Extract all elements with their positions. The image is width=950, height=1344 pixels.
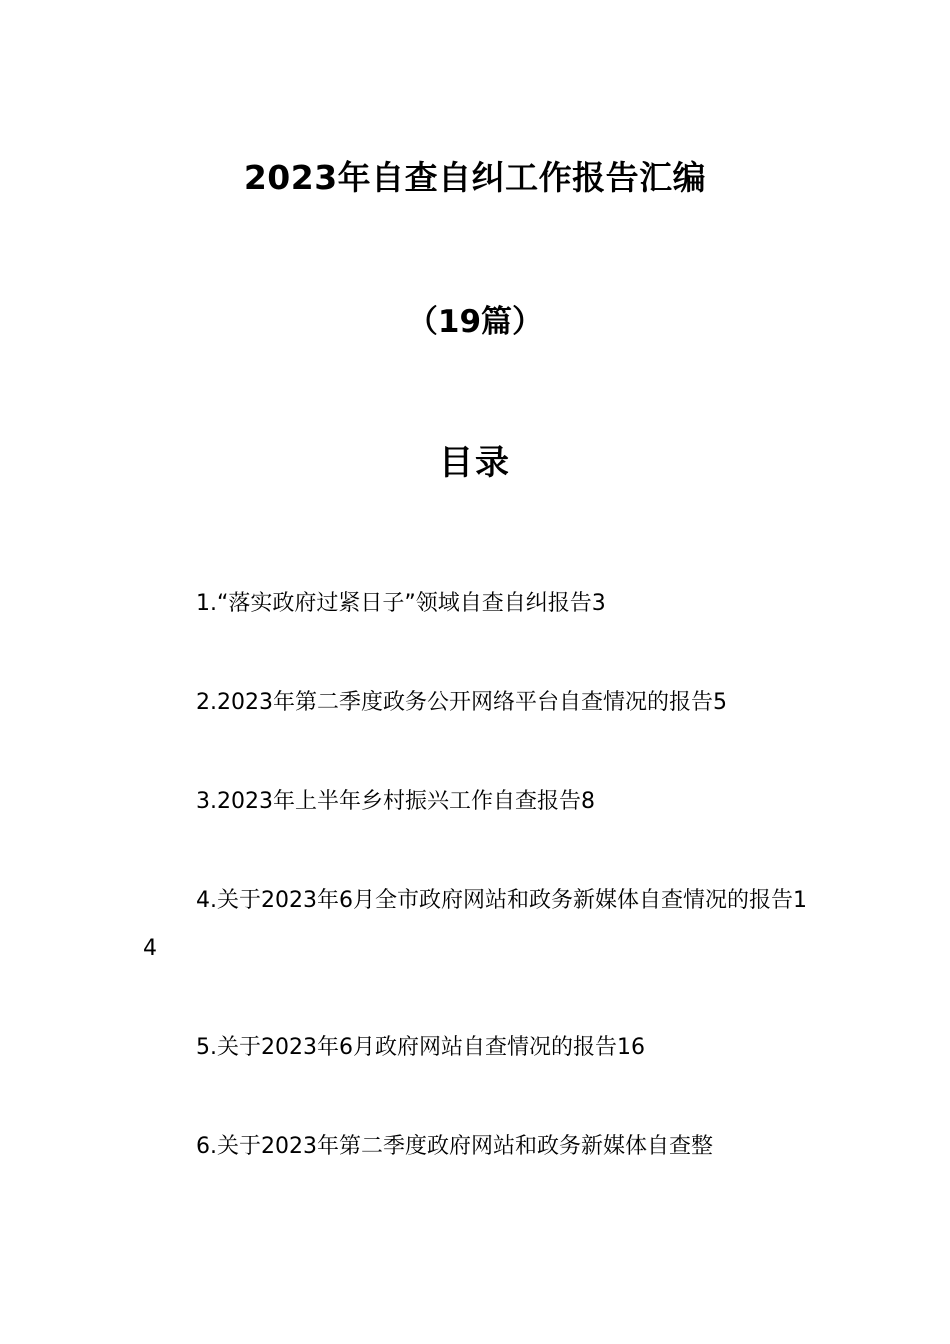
document-subtitle: （19篇） (406, 304, 544, 340)
toc-item[interactable] (143, 679, 813, 727)
toc-item-number: 2. (196, 690, 217, 715)
toc-item[interactable] (143, 877, 813, 973)
toc-item-number: 1. (196, 591, 217, 616)
toc-item[interactable] (143, 1024, 813, 1072)
toc-item-title: “落实政府过紧日子”领域自查自纠报告 (217, 591, 592, 616)
toc-item[interactable] (143, 580, 813, 628)
table-of-contents (143, 580, 813, 1222)
toc-item-number: 6. (196, 1134, 217, 1159)
toc-item-page: 14 (143, 888, 807, 961)
toc-item-title: 关于2023年第二季度政府网站和政务新媒体自查整 (217, 1134, 713, 1159)
toc-item-page: 8 (581, 789, 595, 814)
toc-item-number: 5. (196, 1035, 217, 1060)
toc-item-title: 2023年上半年乡村振兴工作自查报告 (217, 789, 581, 814)
document-title: 2023年自查自纠工作报告汇编 (243, 158, 707, 197)
toc-item-title: 2023年第二季度政务公开网络平台自查情况的报告 (217, 690, 713, 715)
toc-item-title: 关于2023年6月政府网站自查情况的报告 (217, 1035, 617, 1060)
toc-item[interactable] (143, 778, 813, 826)
toc-item[interactable] (143, 1123, 813, 1171)
toc-item-title: 关于2023年6月全市政府网站和政务新媒体自查情况的报告 (217, 888, 793, 913)
toc-item-page: 16 (617, 1035, 645, 1060)
toc-item-page: 3 (591, 591, 606, 616)
toc-item-number: 4. (196, 888, 217, 913)
toc-heading: 目录 (439, 443, 511, 483)
toc-item-page: 5 (713, 690, 727, 715)
toc-item-number: 3. (196, 789, 217, 814)
